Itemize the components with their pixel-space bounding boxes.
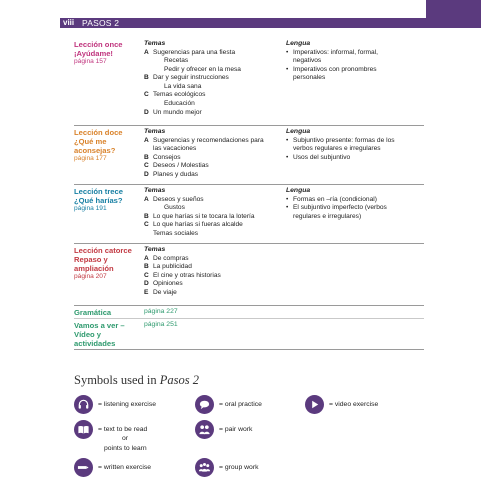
lengua-item: • El subjuntivo imperfecto (verbos regulares e irregulares) — [286, 204, 387, 220]
lesson-subtitle: ampliación — [74, 264, 114, 273]
gramatica-page: página 227 — [144, 308, 178, 315]
tema-subitem: Recetas — [164, 57, 189, 65]
lesson-heading — [74, 187, 144, 214]
lesson-heading — [74, 246, 144, 282]
tema-item: B Dar y seguir instrucciones — [144, 74, 229, 82]
lesson-title: Lección catorce — [74, 246, 132, 255]
tema-subitem: Gustos — [164, 204, 185, 212]
symbol-label: = text to be read — [98, 426, 148, 433]
pencil-icon — [74, 458, 93, 477]
divider — [74, 305, 424, 306]
lesson-heading — [74, 40, 144, 67]
tema-item: A De compras — [144, 254, 189, 262]
tema-subitem: Educación — [164, 100, 195, 108]
temas-heading: Temas — [144, 187, 166, 194]
temas-column — [144, 128, 284, 179]
tema-item: A Sugerencias y recomendaciones para las vacaciones — [144, 136, 264, 153]
lesson-subtitle: ¿Qué me — [74, 137, 107, 146]
temas-column — [144, 246, 284, 297]
play-icon — [305, 395, 324, 414]
tema-item: A Deseos y sueños — [144, 195, 204, 203]
divider — [74, 125, 424, 126]
divider — [74, 349, 424, 350]
header-corner-block — [426, 0, 481, 28]
running-title: PASOS 2 — [82, 18, 120, 28]
tema-item: D Opiniones — [144, 280, 183, 288]
lengua-item: • Usos del subjuntivo — [286, 153, 351, 161]
tema-item: B Consejos — [144, 153, 181, 161]
lesson-subtitle: ¡Ayúdame! — [74, 49, 113, 58]
lengua-column — [286, 187, 426, 221]
lengua-column — [286, 40, 426, 83]
tema-item: C El cine y otras historias — [144, 271, 221, 279]
lesson-subtitle: aconsejas? — [74, 146, 116, 155]
lesson-page: página 177 — [74, 155, 107, 162]
symbol-label: = video exercise — [329, 401, 379, 408]
page-header — [0, 0, 481, 28]
symbols-title: Symbols used in Pasos 2 — [74, 373, 200, 387]
tema-item: E De viaje — [144, 288, 177, 296]
headphones-icon — [74, 395, 93, 414]
temas-column — [144, 40, 284, 117]
book-title: Pasos 2 — [159, 373, 200, 387]
tema-item: D Un mundo mejor — [144, 108, 202, 116]
lesson-subtitle: ¿Qué harías? — [74, 196, 123, 205]
tema-subitem: La vida sana — [164, 82, 202, 90]
symbol-label: = oral practice — [219, 401, 262, 408]
divider — [74, 243, 424, 244]
tema-item: B Lo que harías si te tocara la lotería — [144, 212, 255, 220]
symbol-label: = group work — [219, 464, 259, 471]
lesson-subtitle: Repaso y — [74, 255, 108, 264]
lesson-title: Lección once — [74, 40, 123, 49]
symbol-label: = written exercise — [98, 464, 152, 471]
lesson-page: página 207 — [74, 273, 107, 280]
lesson-heading — [74, 128, 144, 164]
symbol-label: points to learn — [104, 445, 147, 452]
symbol-label-or: or — [122, 435, 129, 442]
gramatica-title: Gramática — [74, 308, 112, 317]
lengua-item: • Formas en –ría (condicional) — [286, 195, 377, 203]
header-strip — [60, 18, 426, 28]
lesson-title: Lección doce — [74, 128, 123, 137]
divider — [74, 184, 424, 185]
vamos-title: Vídeo y — [74, 330, 102, 339]
lesson-page: página 157 — [74, 58, 107, 65]
symbol-label: = pair work — [219, 426, 253, 433]
lengua-column — [286, 128, 426, 162]
lesson-title: Lección trece — [74, 187, 123, 196]
lengua-item: • Imperativos: informal, formal, negativos — [286, 48, 379, 65]
tema-item: C Temas ecológicos — [144, 91, 206, 99]
temas-heading: Temas — [144, 246, 166, 253]
page-number: viii — [63, 18, 75, 27]
lengua-item: • Subjuntivo presente: formas de los verbos regulares e irregulares — [286, 136, 395, 153]
tema-subitem: Temas sociales — [153, 229, 199, 237]
pair-icon — [195, 420, 214, 439]
symbol-label: = listening exercise — [98, 401, 156, 408]
group-icon — [195, 458, 214, 477]
tema-item: B La publicidad — [144, 263, 192, 271]
tema-item: C Deseos / Molestias — [144, 162, 209, 170]
lengua-heading: Lengua — [286, 187, 311, 194]
lesson-page: página 191 — [74, 205, 107, 212]
temas-column — [144, 187, 284, 238]
speech-bubble-icon — [195, 395, 214, 414]
vamos-page: página 251 — [144, 321, 178, 328]
vamos-title: Vamos a ver – — [74, 321, 125, 330]
vamos-title: actividades — [74, 339, 116, 348]
tema-item: C Lo que harías si fueras alcalde — [144, 221, 243, 229]
lengua-heading: Lengua — [286, 40, 311, 47]
open-book-icon — [74, 420, 93, 439]
tema-item: A Sugerencias para una fiesta — [144, 48, 236, 56]
lengua-item: • Imperativos con pronombres personales — [286, 65, 377, 82]
lengua-heading: Lengua — [286, 128, 311, 135]
vamos-heading — [74, 321, 144, 348]
temas-heading: Temas — [144, 128, 166, 135]
tema-item: D Planes y dudas — [144, 170, 199, 178]
tema-subitem: Pedir y ofrecer en la mesa — [164, 65, 241, 73]
divider — [74, 318, 424, 319]
temas-heading: Temas — [144, 40, 166, 47]
